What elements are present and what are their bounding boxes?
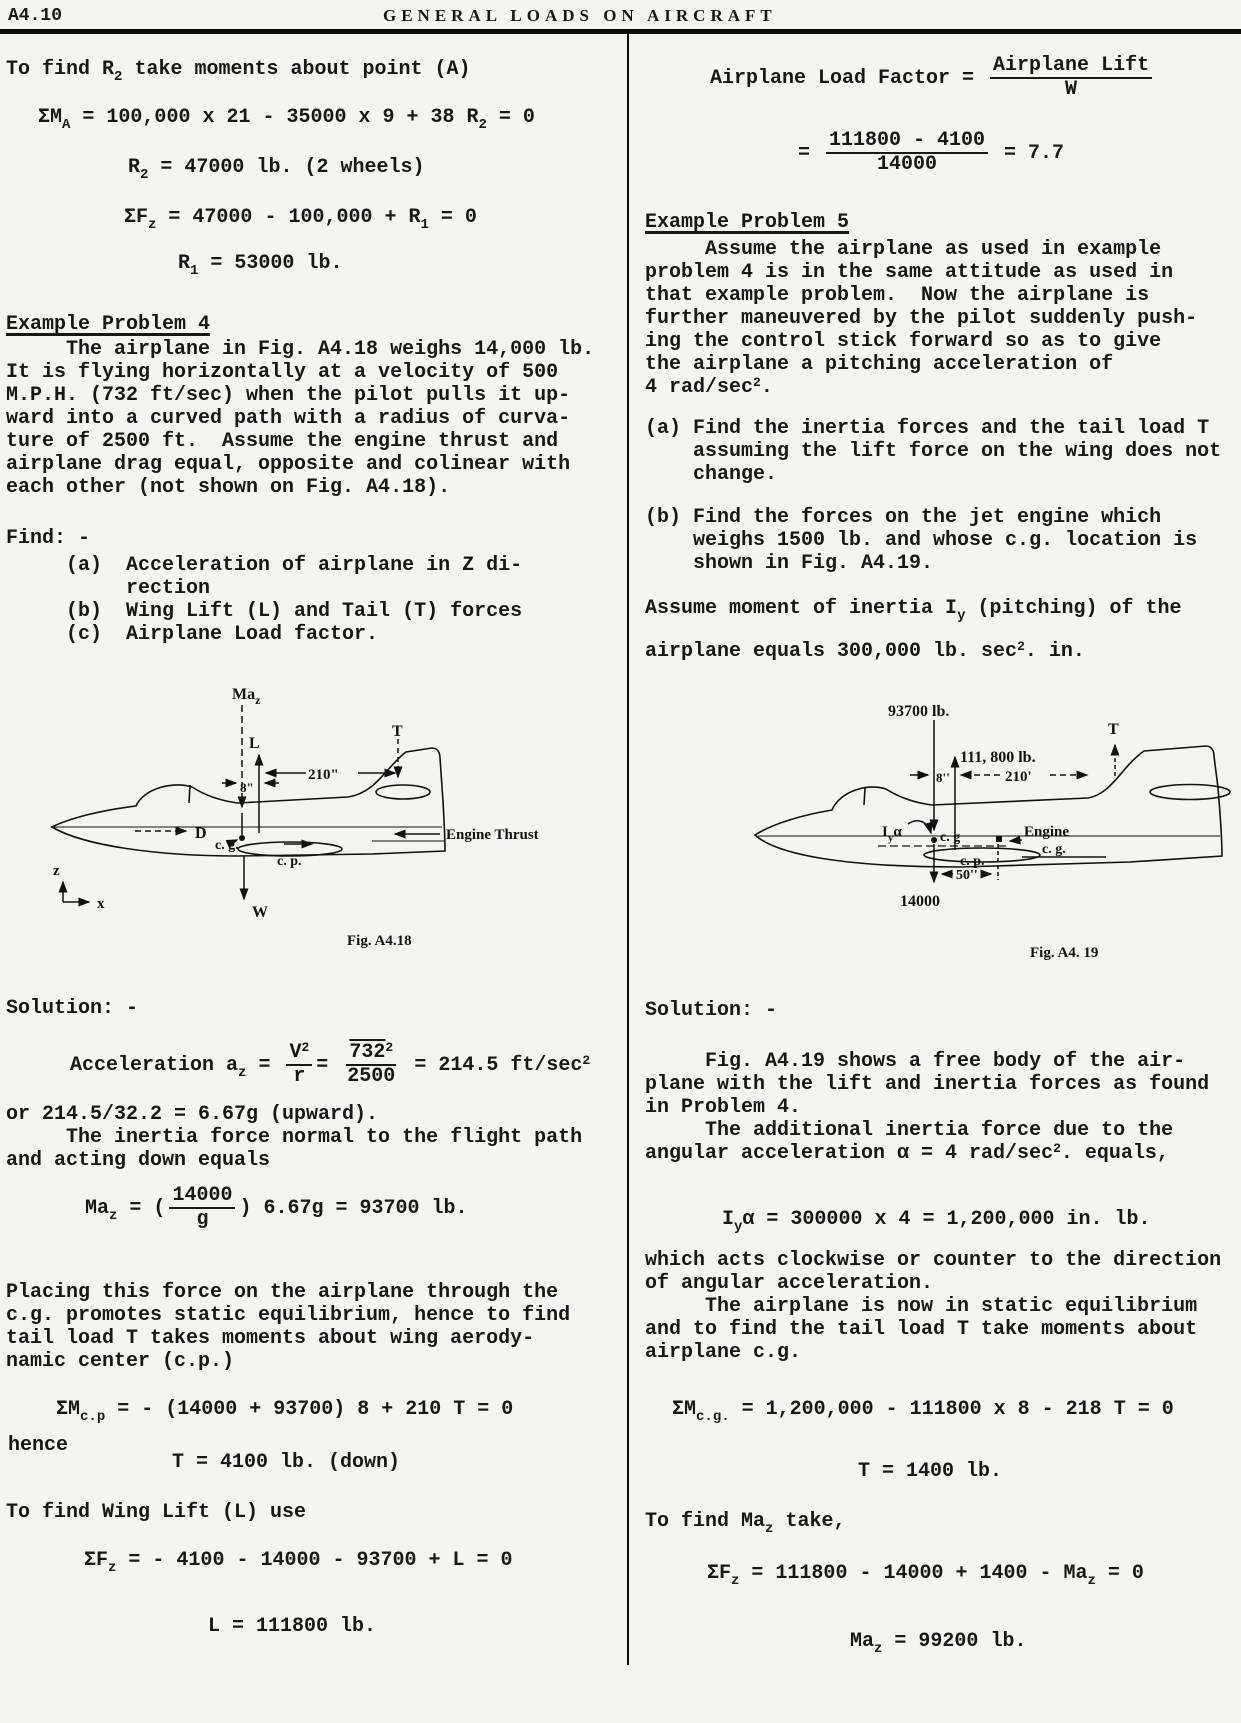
text-line: (b) Find the forces on the jet engine which (645, 506, 1162, 529)
acceleration-mid: = (316, 1053, 341, 1077)
load-factor-equation-2 (798, 130, 1064, 176)
cp-label: c. p. (277, 854, 302, 869)
dim-210-label: 210" (308, 767, 339, 783)
text-line: rection (6, 577, 211, 600)
load-factor2-rhs: = 7.7 (992, 141, 1065, 165)
equation-t1400: T = 1400 lb. (858, 1460, 1003, 1483)
text-line: further maneuvered by the pilot suddenly push- (645, 307, 1198, 330)
clockwise-paragraph (645, 1249, 1221, 1364)
dim-8-label: 8" (240, 780, 254, 795)
pitching-rotation-arrow (908, 821, 931, 833)
find-items (6, 554, 522, 646)
equation-maz-result: $Ma_z = 99200$ lb. (850, 1630, 1027, 1657)
drag-label: D (195, 825, 207, 842)
maz-equation (85, 1185, 468, 1231)
text-line: shown in Fig. A4.19. (645, 552, 934, 575)
text-line: Fig. A4.19 shows a free body of the air- (645, 1050, 1186, 1073)
solution5-paragraph (645, 1050, 1209, 1165)
text-line: ture of 2500 ft. Assume the engine thrust and (6, 430, 559, 453)
airplane-outline-fig18 (52, 748, 445, 856)
hence-label: hence (8, 1434, 69, 1457)
engine-label: Engine (1024, 824, 1070, 840)
text-line: angular acceleration α = 4 rad/$\sec^2$. equals, (645, 1141, 1169, 1165)
solution-heading-left: Solution: - (6, 997, 139, 1020)
equation-t4100: T = 4100 lb. (down) (172, 1451, 401, 1474)
text-line: It is flying horizontally at a velocity of 500 (6, 361, 559, 384)
solution-heading-right: Solution: - (645, 999, 778, 1022)
text-line: 4 rad/$\sec^2$. (645, 375, 773, 399)
cg-label: c. g (940, 830, 961, 845)
load-factor-lhs: Airplane Load Factor = (710, 66, 987, 90)
acceleration-rhs: = 214.5 $ft/\sec^2$ (402, 1052, 591, 1077)
page-title: GENERAL LOADS ON AIRCRAFT (383, 6, 777, 25)
equation-moment-a: $\Sigma M_A = 100,000$ x 21 - 35000 x 9 + 38 $R_2 = 0$ (38, 106, 535, 133)
load-factor-equation (710, 55, 1156, 101)
problem4-paragraph (6, 338, 594, 499)
equation-fz: $\Sigma F_z = 47000 - 100,000 + R_1 = 0$ (124, 206, 477, 233)
equation-fz3: $\Sigma F_z = 111800 - 14000 + 1400 - Ma_z = 0$ (707, 1562, 1144, 1589)
fraction-14000-g: $\frac{14000}{g}$ (169, 1185, 235, 1231)
maz-rhs: ) 6.67g = 93700 lb. (239, 1196, 468, 1220)
text-line: airplane c.g. (645, 1341, 802, 1364)
iya-label: $I_y\alpha$ (882, 824, 902, 844)
text-line: M.P.H. (732 ft/sec) when the pilot pulls it up- (6, 384, 571, 407)
maz-lhs: $Ma_z$ = ( (85, 1196, 166, 1224)
figure-19-caption: Fig. A4. 19 (1030, 945, 1099, 961)
text-line: Assume the airplane as used in example (645, 238, 1162, 261)
tail-label: T (392, 723, 403, 740)
inertia-moment-line2: airplane equals 300,000 lb. $\sec^2$. in. (645, 639, 1085, 663)
text-line: ing the control stick forward so as to give (645, 330, 1162, 353)
weight-label: W (252, 904, 268, 921)
problem5-heading: Example Problem 5 (645, 211, 850, 234)
equation-r2: $R_2 = 47000$ lb. (2 wheels) (128, 156, 425, 183)
cp-label: c. p. (960, 854, 985, 869)
cg-dot (931, 837, 937, 843)
stabilizer-ellipse (376, 785, 430, 799)
weight-14000-label: 14000 (900, 893, 940, 910)
text-line: plane with the lift and inertia forces as found (645, 1073, 1210, 1096)
cg-label: c. g. (215, 838, 239, 853)
tail-label: T (1108, 721, 1119, 738)
text-line: c.g. promotes static equilibrium, hence to find (6, 1304, 571, 1327)
page-number: A4.10 (8, 6, 63, 26)
header-rule (0, 29, 1241, 34)
text-line: problem 4 is in the same attitude as used in (645, 261, 1174, 284)
text-line: The additional inertia force due to the (645, 1119, 1174, 1142)
engine-pointer-arrow (1010, 840, 1022, 841)
text-line: namic center (c.p.) (6, 1350, 235, 1373)
text-line: (a) Find the inertia forces and the tail load T (645, 417, 1210, 440)
fraction-732-2500: $\frac{732^2}{2500}$ (347, 1040, 396, 1088)
find-maz-line: To find $Ma_z$ take, (645, 1510, 846, 1537)
dim-8-label: 8'' (936, 770, 950, 785)
text-line: weighs 1500 lb. and whose c.g. location is (645, 529, 1198, 552)
fraction-lift-w: $\frac{\text{Airplane Lift}}{W}$ (990, 55, 1152, 101)
text-line: airplane drag equal, opposite and colinear with (6, 453, 571, 476)
figure-18-caption: Fig. A4.18 (347, 933, 412, 949)
text-line: change. (645, 463, 778, 486)
inertia-paragraph (6, 1126, 582, 1172)
text-line: (b) Wing Lift (L) and Tail (T) forces (6, 600, 523, 623)
placing-paragraph (6, 1281, 570, 1373)
fraction-111800-14000: $\frac{111800 - 4100}{14000}$ (826, 130, 988, 176)
figure-a4-18 (40, 655, 580, 955)
text-line: The airplane in Fig. A4.18 weighs 14,000 lb. (6, 338, 595, 361)
acceleration-lhs: Acceleration $a_z$ = (70, 1053, 283, 1081)
column-divider (627, 34, 629, 1665)
text-line: the airplane a pitching acceleration of (645, 353, 1114, 376)
text-line: and acting down equals (6, 1149, 271, 1172)
text-line: in Problem 4. (645, 1096, 802, 1119)
figure-a4-19 (660, 660, 1241, 975)
text-line: The inertia force normal to the flight path (6, 1126, 583, 1149)
text-line: tail load T takes moments about wing aerody- (6, 1327, 535, 1350)
equation-lift-result: L = 111800 lb. (208, 1615, 377, 1638)
x-axis-label: x (97, 896, 105, 912)
text-line: which acts clockwise or counter to the direction (645, 1249, 1222, 1272)
problem4-heading: Example Problem 4 (6, 313, 211, 336)
engine-cg-label: c. g. (1042, 842, 1066, 857)
maz-label: $Ma_z$ (232, 686, 261, 707)
equation-fz2: $\Sigma F_z$ = - 4100 - 14000 - 93700 + L = 0 (84, 1549, 513, 1576)
lift-label: L (249, 735, 260, 752)
problem5-item-b (645, 506, 1197, 575)
acceleration-equation (70, 1042, 590, 1088)
text-line: and to find the tail load T take moments about (645, 1318, 1198, 1341)
text-line: ward into a curved path with a radius of curva- (6, 407, 571, 430)
equation-iya: $I_y\alpha = 300000$ x 4 = 1,200,000 in. lb. (722, 1208, 1151, 1235)
inertia-moment-line1: Assume moment of inertia $I_y$ (pitching) of the (645, 597, 1182, 624)
fraction-v2-r: $\frac{V^2}{r}$ (286, 1042, 312, 1088)
text-line: assuming the lift force on the wing does not (645, 440, 1222, 463)
text-line: Placing this force on the airplane through the (6, 1281, 559, 1304)
equation-mcg: $\Sigma M_{c.g.} = 1,200,000 - 111800$ x 8 - 218 T = 0 (672, 1398, 1174, 1425)
lift-111800-label: 111, 800 lb. (960, 749, 1036, 766)
text-line: each other (not shown on Fig. A4.18). (6, 476, 451, 499)
text-line: The airplane is now in static equilibrium (645, 1295, 1198, 1318)
problem5-paragraph (645, 238, 1197, 399)
dim-50-label: 50'' (956, 868, 978, 883)
cg-dot (239, 835, 245, 841)
inertia-93700-label: 93700 lb. (888, 703, 950, 720)
z-axis-label: z (53, 863, 60, 879)
wing-lift-line: To find Wing Lift (L) use (6, 1501, 307, 1524)
load-factor2-lhs: = (798, 141, 823, 165)
intro-line: To find $R_2$ take moments about point (A) (6, 58, 471, 85)
equation-r1: $R_1 = 53000$ lb. (178, 252, 343, 279)
text-line: (a) Acceleration of airplane in Z di- (6, 554, 523, 577)
engine-thrust-label: Engine Thrust (446, 827, 539, 843)
dim-210-label: 210' (1005, 769, 1032, 785)
text-line: (c) Airplane Load factor. (6, 623, 379, 646)
find-label: Find: - (6, 527, 91, 550)
equation-mcp: $\Sigma M_{c.p}$ = - (14000 + 93700) 8 + 210 T = 0 (56, 1398, 514, 1425)
engine-cg-dot (996, 836, 1002, 842)
text-line: that example problem. Now the airplane is (645, 284, 1150, 307)
text-line: of angular acceleration. (645, 1272, 934, 1295)
problem5-item-a (645, 417, 1221, 486)
accel-or-line: or 214.5/32.2 = 6.67g (upward). (6, 1103, 379, 1126)
